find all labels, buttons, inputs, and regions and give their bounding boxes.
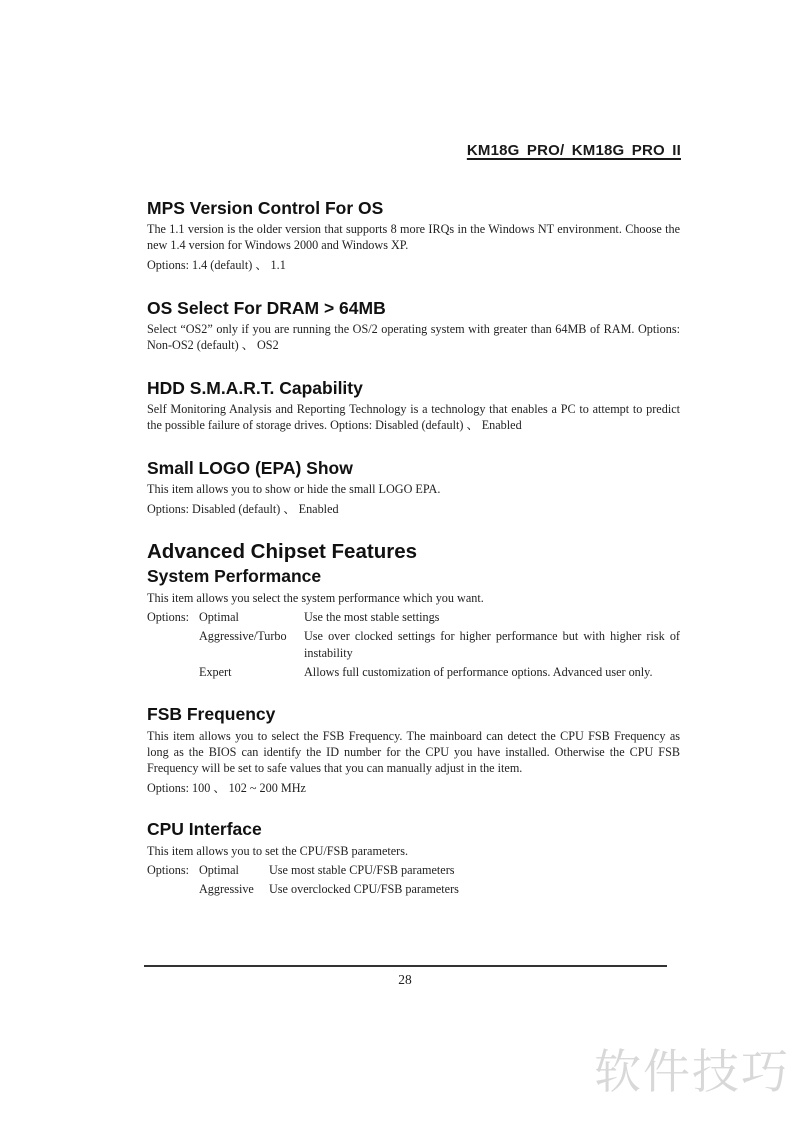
option-name: Aggressive <box>199 882 254 896</box>
option-desc: Use overclocked CPU/FSB parameters <box>269 882 459 896</box>
chapter-advanced-chipset <box>147 540 680 564</box>
option-row <box>147 609 680 626</box>
option-desc: Allows full customization of performance options. Advanced user only. <box>304 665 653 679</box>
section-options: Options: 100 、 102 ~ 200 MHz <box>147 781 306 795</box>
section-body: This item allows you to select the FSB Frequency. The mainboard can detect the CPU FSB Frequency as long as the BIOS can identify the ID number for the CPU you have installed. Otherwise the CPU FSB Frequency will be set to safe values that you can manually adjust in the item. <box>147 729 680 775</box>
section-heading: OS Select For DRAM > 64MB <box>147 298 386 318</box>
section-small-logo <box>147 457 680 517</box>
chapter-heading: Advanced Chipset Features <box>147 540 417 563</box>
option-row <box>147 628 680 662</box>
option-name: Optimal <box>199 610 239 624</box>
section-hdd-smart <box>147 377 680 433</box>
option-name: Aggressive/Turbo <box>199 629 287 643</box>
section-body: Self Monitoring Analysis and Reporting Technology is a technology that enables a PC to attempt to predict the possible failure of storage drives. Options: Disabled (default) 、 Enabled <box>147 402 680 432</box>
section-body: Select “OS2” only if you are running the OS/2 operating system with greater than 64MB of RAM. Options: Non-OS2 (default) 、 OS2 <box>147 322 680 352</box>
section-body: This item allows you to set the CPU/FSB parameters. <box>147 844 408 858</box>
section-options: Options: Disabled (default) 、 Enabled <box>147 502 339 516</box>
option-name: Expert <box>199 665 232 679</box>
section-body: This item allows you to show or hide the small LOGO EPA. <box>147 482 441 496</box>
options-label: Options: <box>147 610 189 624</box>
option-desc: Use the most stable settings <box>304 610 440 624</box>
option-name: Optimal <box>199 863 239 877</box>
document-header: KM18G PRO/ KM18G PRO II <box>466 142 681 159</box>
page-number: 28 <box>398 972 412 987</box>
option-row <box>147 862 680 879</box>
section-options: Options: 1.4 (default) 、 1.1 <box>147 258 286 272</box>
section-cpu-interface <box>147 818 680 900</box>
section-heading: HDD S.M.A.R.T. Capability <box>147 378 363 398</box>
section-body: The 1.1 version is the older version that supports 8 more IRQs in the Windows NT environment. Choose the new 1.4 version for Windows 2000 and Windows XP. <box>147 222 680 252</box>
section-heading: CPU Interface <box>147 819 262 839</box>
option-desc: Use most stable CPU/FSB parameters <box>269 863 455 877</box>
section-mps-version <box>147 197 680 273</box>
section-heading: Small LOGO (EPA) Show <box>147 458 353 478</box>
footer-divider <box>144 965 667 967</box>
options-table <box>147 609 680 681</box>
watermark: 软件技巧 <box>594 1045 790 1100</box>
section-heading: System Performance <box>147 566 322 586</box>
section-os-select <box>147 297 680 353</box>
section-heading: FSB Frequency <box>147 704 276 724</box>
section-body: This item allows you select the system performance which you want. <box>147 591 484 605</box>
option-row <box>147 664 680 681</box>
option-desc: Use over clocked settings for higher performance but with higher risk of instability <box>304 629 680 660</box>
option-row <box>147 881 680 898</box>
options-label: Options: <box>147 863 189 877</box>
section-system-performance <box>147 565 680 683</box>
section-fsb-frequency <box>147 703 680 796</box>
section-heading: MPS Version Control For OS <box>147 198 384 218</box>
options-table <box>147 862 680 898</box>
